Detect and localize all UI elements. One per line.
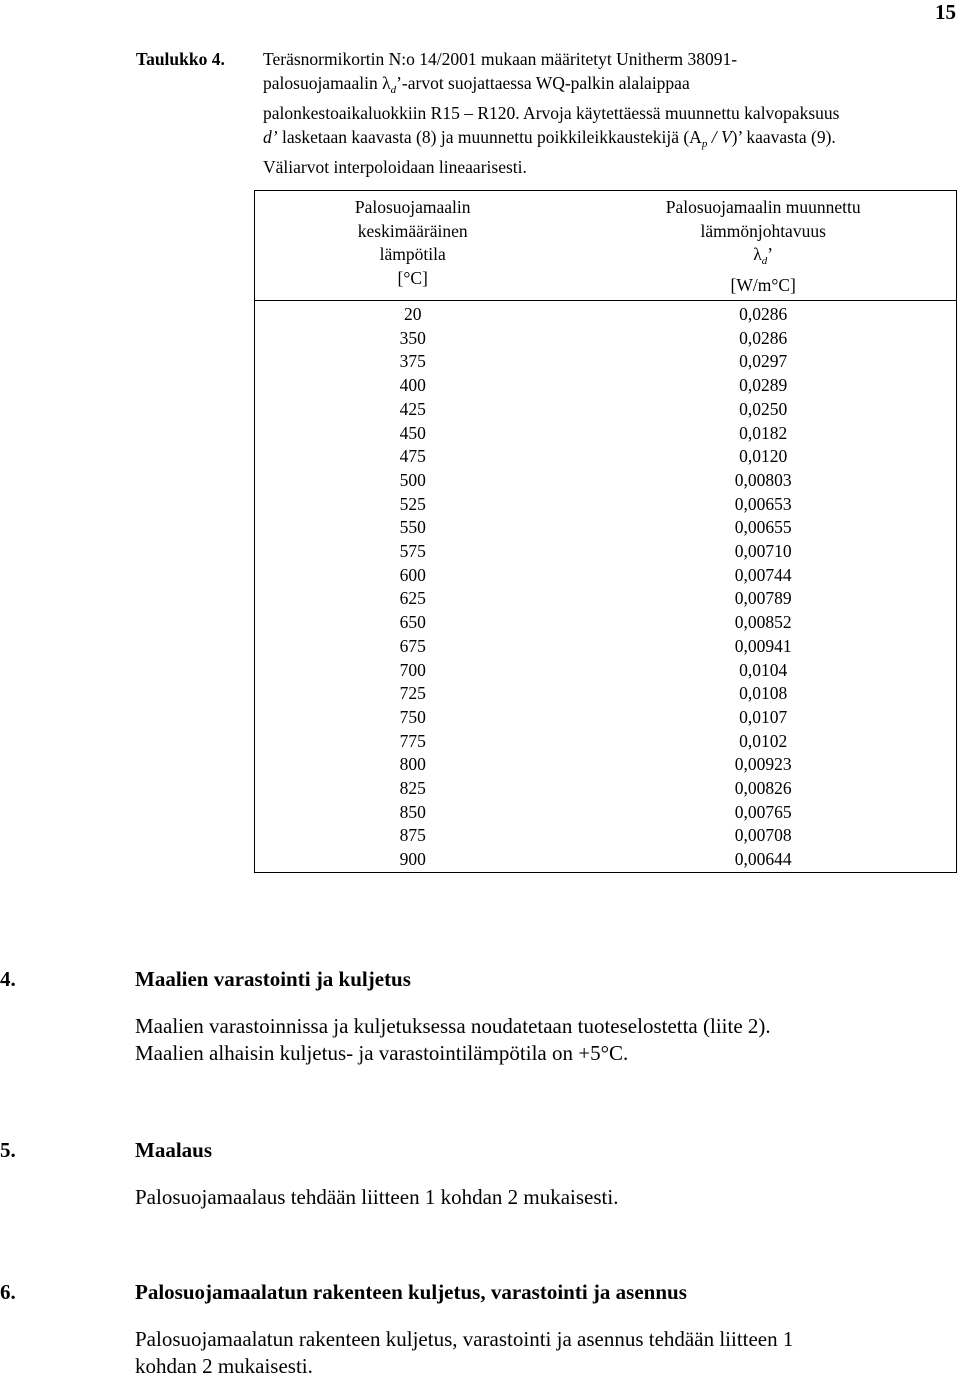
section-title: Palosuojamaalatun rakenteen kuljetus, varastointi ja asennus	[135, 1280, 687, 1304]
temperature-cell: 750	[399, 706, 426, 727]
caption-line	[263, 126, 936, 157]
temperature-cell: 625	[399, 588, 426, 609]
conductivity-cell: 0,00710	[734, 541, 792, 562]
caption-line	[263, 102, 936, 126]
table-row	[255, 659, 957, 683]
conductivity-cell: 0,00765	[734, 801, 792, 822]
conductivity-cell: 0,00653	[734, 493, 792, 514]
table-caption	[136, 48, 936, 180]
section-number: 4.	[0, 967, 16, 991]
caption-text: ’-arvot suojattaessa WQ-palkin alalaippaa	[396, 72, 690, 93]
table-header-row	[255, 191, 957, 301]
table-row	[255, 682, 957, 706]
table-row	[255, 398, 957, 422]
temperature-cell: 850	[399, 801, 426, 822]
conductivity-cell: 0,00923	[734, 754, 792, 775]
conductivity-cell: 0,0286	[739, 327, 788, 348]
header-unit: [W/m°C]	[730, 274, 796, 295]
lambda-subscript: d	[761, 255, 768, 267]
section	[0, 1136, 960, 1211]
section	[0, 1278, 960, 1380]
conductivity-header	[570, 191, 956, 301]
header-line: [°C]	[397, 267, 428, 288]
temperature-cell: 575	[399, 541, 426, 562]
table-row	[255, 564, 957, 588]
temperature-cell: 650	[399, 612, 426, 633]
caption-subscript: p	[701, 137, 708, 150]
caption-body	[263, 48, 936, 180]
conductivity-cell: 0,00826	[734, 778, 792, 799]
section-title: Maalien varastointi ja kuljetus	[135, 967, 411, 991]
temperature-cell: 900	[399, 849, 426, 870]
header-line: lämpötila	[379, 244, 446, 264]
conductivity-cell: 0,00744	[734, 564, 792, 585]
conductivity-cell: 0,0297	[739, 351, 788, 372]
conductivity-cell: 0,00852	[734, 612, 792, 633]
table-row	[255, 824, 957, 848]
section-paragraph-line: kohdan 2 mukaisesti.	[135, 1354, 313, 1378]
table-row	[255, 777, 957, 801]
table-body	[255, 301, 957, 873]
caption-text: palosuojamaalin λ	[263, 72, 391, 93]
section-number: 6.	[0, 1280, 16, 1304]
section	[0, 965, 960, 1067]
section-paragraph-line: Maalien varastoinnissa ja kuljetuksessa noudatetaan tuoteselostetta (liite 2).	[135, 1014, 771, 1038]
table-row	[255, 587, 957, 611]
caption-text: palonkestoaikaluokkiin R15 – R120. Arvoja käytettäessä muunnettu kalvopaksuus	[263, 103, 840, 123]
caption-text: d’	[263, 126, 278, 147]
caption-text: Teräsnormikortin N:o 14/2001 mukaan määritetyt Unitherm 38091-	[263, 49, 738, 69]
temperature-cell: 525	[399, 493, 426, 514]
temperature-cell: 450	[399, 422, 426, 443]
section-heading	[0, 965, 960, 993]
table-row	[255, 635, 957, 659]
conductivity-cell: 0,00708	[734, 825, 792, 846]
conductivity-cell: 0,00941	[734, 635, 792, 656]
caption-text: / V	[707, 126, 732, 147]
header-lambda-line	[570, 243, 956, 274]
caption-subscript: d	[390, 83, 397, 96]
temperature-cell: 600	[399, 564, 426, 585]
table-row	[255, 327, 957, 351]
caption-label: Taulukko 4.	[136, 49, 225, 69]
conductivity-cell: 0,0102	[739, 730, 788, 751]
temperature-cell: 425	[399, 398, 426, 419]
section-heading	[0, 1136, 960, 1164]
temperature-cell: 350	[399, 327, 426, 348]
table-row	[255, 301, 957, 327]
lambda-prime: ’	[767, 244, 774, 264]
header-line: keskimääräinen	[357, 220, 468, 241]
table-row	[255, 445, 957, 469]
table-row	[255, 540, 957, 564]
table-row	[255, 848, 957, 872]
header-line: Palosuojamaalin	[354, 197, 471, 217]
temperature-cell: 775	[399, 730, 426, 751]
table-row	[255, 374, 957, 398]
section-paragraph-line: Maalien alhaisin kuljetus- ja varastointilämpötila on +5°C.	[135, 1041, 629, 1065]
temperature-cell: 675	[399, 635, 426, 656]
table-row	[255, 350, 957, 374]
caption-line	[263, 48, 936, 72]
section-paragraph-line: Palosuojamaalaus tehdään liitteen 1 kohdan 2 mukaisesti.	[135, 1185, 619, 1209]
conductivity-cell: 0,00789	[734, 588, 792, 609]
header-line: Palosuojamaalin muunnettu	[665, 197, 861, 217]
caption-line	[263, 156, 936, 180]
temperature-cell: 475	[399, 446, 426, 467]
temperature-cell: 20	[403, 304, 422, 324]
page-number: 15	[935, 0, 956, 24]
conductivity-cell: 0,0108	[739, 683, 788, 704]
section-paragraph-line: Palosuojamaalatun rakenteen kuljetus, varastointi ja asennus tehdään liitteen 1	[135, 1327, 794, 1351]
temperature-cell: 700	[399, 659, 426, 680]
conductivity-cell: 0,0104	[739, 659, 788, 680]
caption-text: Väliarvot interpoloidaan lineaarisesti.	[263, 157, 527, 177]
caption-line	[263, 72, 936, 103]
section-heading	[0, 1278, 960, 1306]
conductivity-cell: 0,0120	[739, 446, 788, 467]
conductivity-cell: 0,0250	[739, 398, 788, 419]
temperature-cell: 550	[399, 517, 426, 538]
temperature-cell: 400	[399, 375, 426, 396]
table-row	[255, 422, 957, 446]
temperature-header	[255, 191, 571, 301]
temperature-cell: 375	[399, 351, 426, 372]
table-row	[255, 730, 957, 754]
temperature-cell: 825	[399, 778, 426, 799]
lambda-symbol: λ	[753, 244, 762, 264]
caption-text: )’ kaavasta (9).	[731, 126, 836, 147]
table-row	[255, 611, 957, 635]
caption-text: lasketaan kaavasta (8) ja muunnettu poikkileikkaustekijä (A	[277, 126, 702, 147]
table-row	[255, 493, 957, 517]
table-row	[255, 516, 957, 540]
section-number: 5.	[0, 1138, 16, 1162]
conductivity-cell: 0,0289	[739, 375, 788, 396]
table-row	[255, 801, 957, 825]
temperature-cell: 725	[399, 683, 426, 704]
temperature-cell: 875	[399, 825, 426, 846]
table-row	[255, 753, 957, 777]
conductivity-cell: 0,00803	[734, 469, 792, 490]
conductivity-cell: 0,0107	[739, 706, 788, 727]
temperature-cell: 500	[399, 469, 426, 490]
table-row	[255, 469, 957, 493]
temperature-cell: 800	[399, 754, 426, 775]
conductivity-cell: 0,00644	[734, 849, 792, 870]
section-title: Maalaus	[135, 1138, 213, 1162]
header-line: lämmönjohtavuus	[700, 220, 826, 241]
conductivity-cell: 0,0286	[739, 304, 788, 324]
conductivity-table	[254, 190, 957, 873]
conductivity-cell: 0,00655	[734, 517, 792, 538]
conductivity-cell: 0,0182	[739, 422, 788, 443]
table-row	[255, 706, 957, 730]
